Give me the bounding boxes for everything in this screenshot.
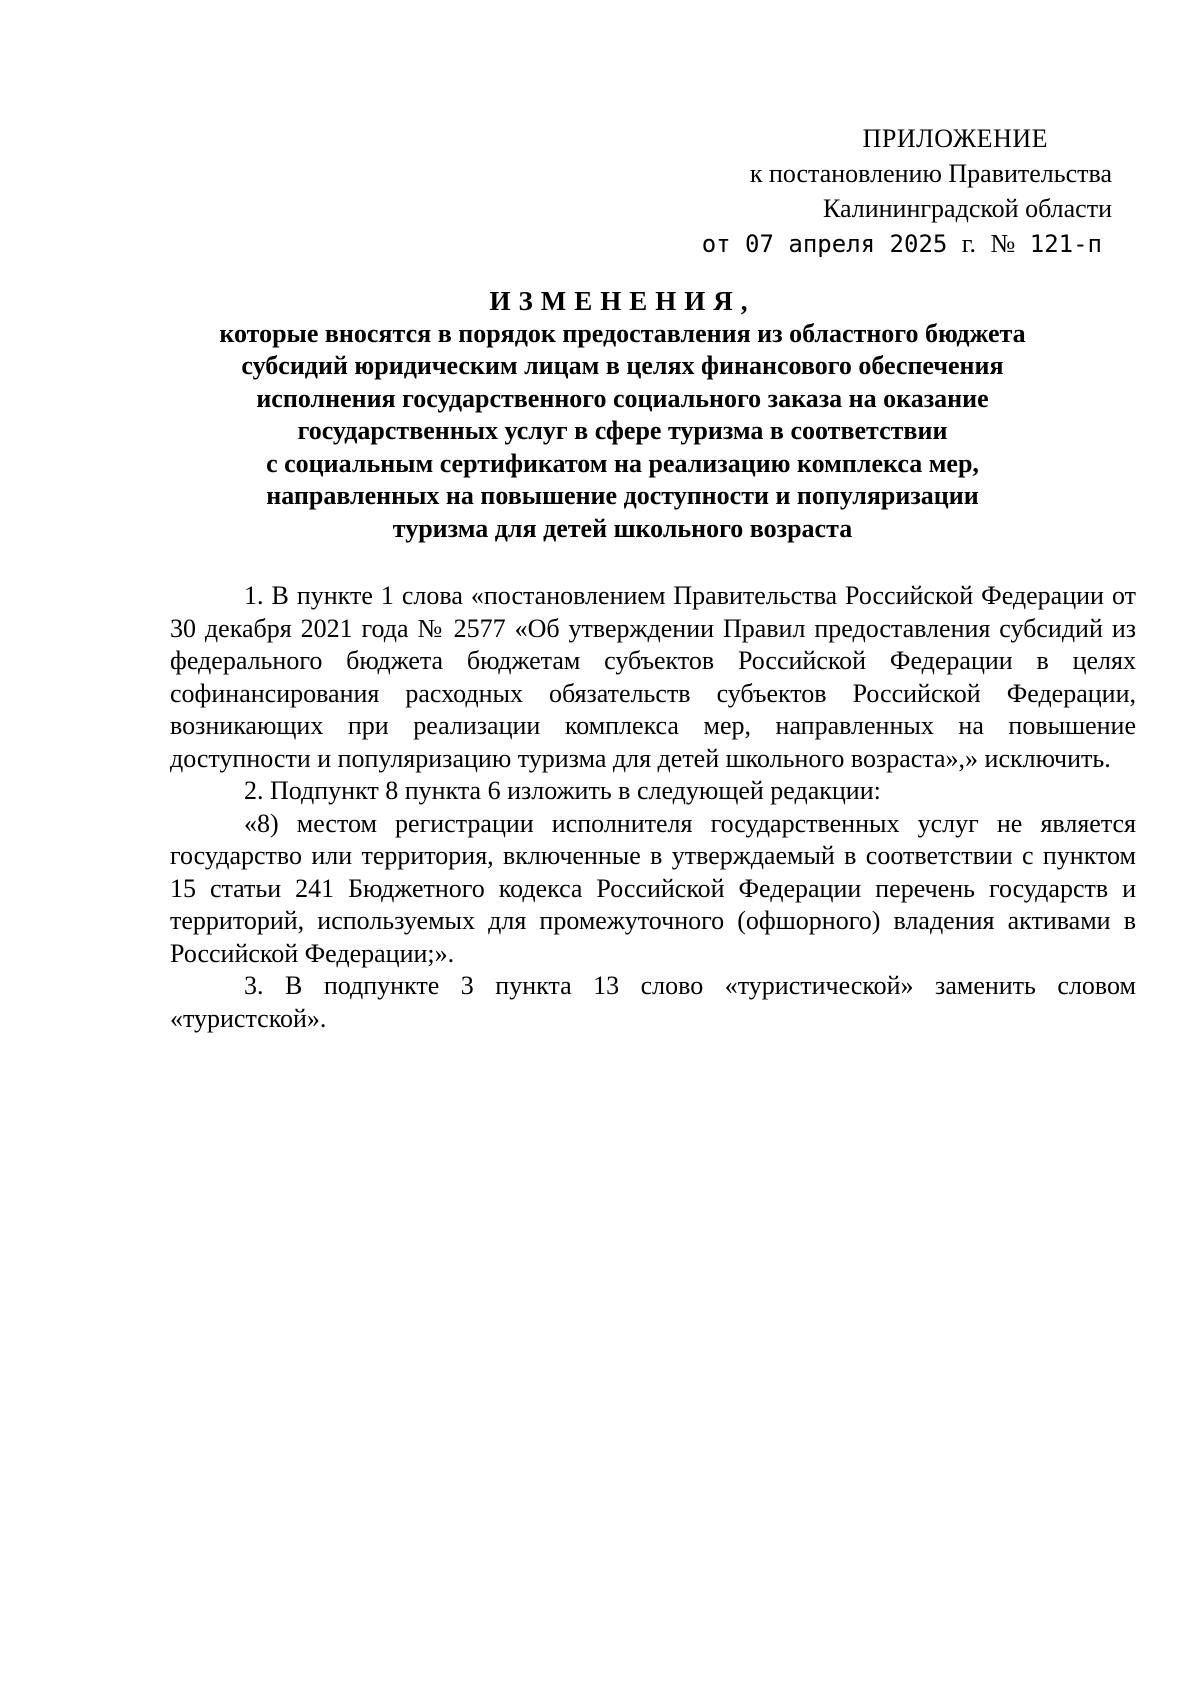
number-value: 121-п (1029, 230, 1102, 258)
paragraph-2: 2. Подпункт 8 пункта 6 изложить в следующей редакции: (244, 776, 881, 805)
number-label: № (990, 229, 1016, 258)
document-body (170, 580, 1136, 1035)
heading-line: туризма для детей школьного возраста (392, 513, 853, 543)
date-year-suffix: г. (961, 229, 977, 258)
paragraph-1: 1. В пункте 1 слова «постановлением Правительства Российской Федерации от 30 декабря 2021 года № 2577 «Об утверждении Правил предоставления субсидий из федерального бюджета бюджетам субъектов Российской Федерации в целях софинансирования расходных обязательств субъектов Российской Федерации, возникающих при реализации комплекса мер, направленных на повышение доступности и популяризацию туризма для детей школьного возраста»,» исключить. (170, 581, 1136, 773)
appendix-title: ПРИЛОЖЕНИЕ (862, 124, 1048, 153)
paragraph-2-quote: «8) местом регистрации исполнителя государственных услуг не является государство или территория, включенные в утверждаемый в соответствии с пунктом 15 статьи 241 Бюджетного кодекса Российской Федерации перечень государств и территорий, используемых для промежуточного (офшорного) владения активами в Российской Федерации;». (170, 808, 1136, 968)
heading-title: ИЗМЕНЕНИЯ, (489, 286, 756, 316)
heading-line: субсидий юридическим лицам в целях финансового обеспечения (241, 351, 1004, 380)
appendix-region-line: Калининградской области (822, 194, 1112, 223)
document-heading (170, 285, 1075, 545)
date-prefix: от (701, 230, 731, 258)
heading-line: с социальным сертификатом на реализацию комплекса мер, (266, 448, 979, 478)
paragraph-3: 3. В подпункте 3 пункта 13 слово «туристической» заменить словом «туристской». (170, 971, 1136, 1033)
appendix-resolution-line: к постановлению Правительства (749, 159, 1112, 188)
heading-line: направленных на повышение доступности и популяризации (266, 481, 979, 510)
heading-line: которые вносятся в порядок предоставления из областного бюджета (219, 318, 1026, 348)
appendix-block (692, 121, 1112, 262)
appendix-date-line (692, 226, 1112, 262)
heading-line: исполнения государственного социального заказа на оказание (256, 383, 989, 413)
heading-line: государственных услуг в сфере туризма в соответствии (297, 416, 948, 445)
date-value: 07 апреля 2025 (745, 230, 948, 258)
